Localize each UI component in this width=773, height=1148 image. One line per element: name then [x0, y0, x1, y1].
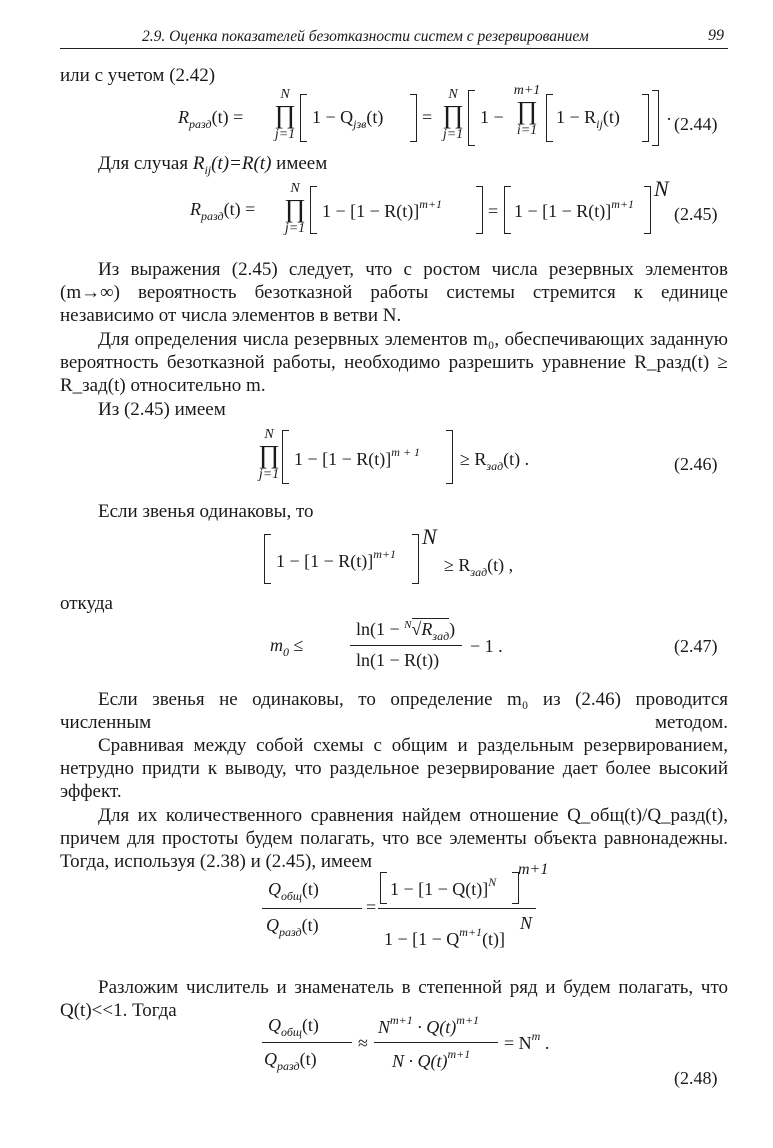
eq245-lhs: $R_{разд}(t)$ =: [190, 199, 256, 223]
eqs-bracket-close: [412, 534, 419, 584]
eq244-mid: $1 - Q_{jзв}(t)$: [312, 107, 384, 131]
eqq-right-num: $1 - [1 - Q(t)]^N$: [390, 875, 497, 899]
eq244-bracket-close-2: [652, 90, 659, 146]
eqq-right-den: $1 - [1 - Q^{m+1}(t)]$: [384, 925, 506, 949]
eqq-right-fraction-line: [378, 908, 536, 909]
eq248-right-num: $N^{m+1} \cdot Q(t)^{m+1}$: [378, 1013, 480, 1037]
eq245-bracket-close: [476, 186, 483, 234]
paragraph-from-245: Из (2.45) имеем: [98, 399, 226, 420]
eq247-tail: − 1 .: [470, 636, 503, 656]
running-header: [60, 26, 728, 49]
eq245-bracket-open-2: [504, 186, 511, 234]
eq247-fraction-line: [350, 645, 462, 646]
eq248-approx: ≈: [358, 1033, 368, 1053]
eq244-bracket-open-3: [546, 94, 553, 142]
paragraph-definition: Для определения числа резервных элементов m₀, обеспечивающих заданную вероятность безотказной работы, необходимо разрешить уравнение R_разд(t) ≥ R_зад(t) относительно m.: [60, 329, 728, 396]
eq245-outer-exp: N: [654, 176, 669, 201]
eq245-product: N ∏ j=1: [284, 181, 306, 236]
eq246-product: N ∏ j=1: [258, 427, 280, 482]
equation-number-2-46: (2.46): [674, 454, 718, 474]
page-number: 99: [708, 27, 724, 44]
eq245-bracket-close-2: [644, 186, 651, 234]
paragraph-comparison: Сравнивая между собой схемы с общим и раздельным резервированием, нетрудно придти к выводу, что раздельное резервирование дает более высокий эффект.: [60, 735, 728, 802]
eqs-outer-exp: N: [422, 524, 437, 549]
paragraph-intro: или с учетом (2.42): [60, 65, 216, 86]
eq244-bracket-open-2: [468, 90, 475, 146]
eq244-inner2: $1 - R_{ij}(t)$: [556, 107, 620, 131]
eqq-num: $Q_{общ}(t)$: [268, 879, 319, 903]
eq244-equals: =: [422, 107, 433, 127]
eqs-body: $1 - [1 - R(t)]^{m+1}$: [276, 547, 397, 571]
eqq-left-fraction-line: [262, 908, 362, 909]
eq244-bracket-open-1: [300, 94, 307, 142]
eq248-right-fraction-line: [374, 1042, 498, 1043]
paragraph-same-links: Если звенья одинаковы, то: [98, 501, 314, 522]
eq244-product-1: N ∏ j=1: [274, 87, 296, 142]
equation-number-2-48: (2.48): [674, 1068, 718, 1088]
paragraph-not-same: Если звенья не одинаковы, то определение m₀ из (2.46) проводится численным методом.: [60, 689, 728, 733]
eqq-num-outer-exp: m+1: [518, 861, 549, 878]
eq245-body: $1 - [1 - R(t)]^{m+1}$: [322, 197, 443, 221]
equation-number-2-47: (2.47): [674, 636, 718, 656]
paragraph-whence: откуда: [60, 593, 113, 614]
eq244-product-2: N ∏ j=1: [442, 87, 464, 142]
eq248-num: $Q_{общ}(t)$: [268, 1015, 319, 1039]
eqq-den: $Q_{разд}(t)$: [266, 915, 319, 939]
eq246-body: $1 - [1 - R(t)]^{m + 1}$: [294, 445, 421, 469]
eq246-bracket-close: [446, 430, 453, 484]
eqs-bracket-open: [264, 534, 271, 584]
eq247-lhs: $m_0$ ≤: [270, 635, 304, 659]
equation-number-2-44: (2.44): [674, 114, 718, 134]
header-title: 2.9. Оценка показателей безотказности систем с резервированием: [142, 28, 589, 45]
equation-number-2-45: (2.45): [674, 204, 718, 224]
paragraph-series: Разложим числитель и знаменатель в степенной ряд и будем полагать, что Q(t)<<1. Тогда: [60, 977, 728, 1021]
eq247-numerator: $\ln(1 - ^N√R_{зад})$: [356, 619, 456, 643]
eq245-equals: =: [488, 201, 499, 221]
eq244-product-3: m+1 ∏ i=1: [513, 83, 541, 138]
paragraph-case: Для случая $R_{ij}(t)=R(t)$ имеем: [98, 153, 328, 177]
eq244-dot: ·: [666, 109, 672, 129]
eqq-num-bracket-open: [380, 872, 387, 904]
eq246-rhs: ≥ $R_{зад}(t)$ .: [460, 449, 530, 473]
eqq-den-outer-exp: N: [520, 913, 533, 933]
eq248-result: = $N^m$ .: [504, 1029, 550, 1053]
eq248-left-fraction-line: [262, 1042, 352, 1043]
eq248-right-den: $N \cdot Q(t)^{m+1}$: [392, 1047, 471, 1071]
paragraph-quantitative: Для их количественного сравнения найдем отношение Q_общ(t)/Q_разд(t), причем для простоты будем полагать, что все элементы объекта равнонадежны. Тогда, используя (2.38) и (2.45), имеем: [60, 805, 728, 872]
eq244-inner: 1 −: [480, 107, 504, 127]
eq244-bracket-close-1: [410, 94, 417, 142]
eqq-equals: =: [366, 897, 377, 917]
eq244-lhs: $R_{разд}(t)$ =: [178, 107, 244, 131]
eq246-bracket-open: [282, 430, 289, 484]
eq247-denominator: ln(1 − R(t)): [356, 650, 440, 670]
eqs-rhs: ≥ $R_{зад}(t)$ ,: [444, 555, 514, 579]
eq244-bracket-close-3: [642, 94, 649, 142]
eq245-bracket-open: [310, 186, 317, 234]
eq245-rhs: $1 - [1 - R(t)]^{m+1}$: [514, 197, 635, 221]
paragraph-conclusion: Из выражения (2.45) следует, что с ростом числа резервных элементов (m→∞) вероятность безотказной работы системы стремится к единице независимо от числа элементов в ветви N.: [60, 259, 728, 326]
eq248-den: $Q_{разд}(t)$: [264, 1049, 317, 1073]
